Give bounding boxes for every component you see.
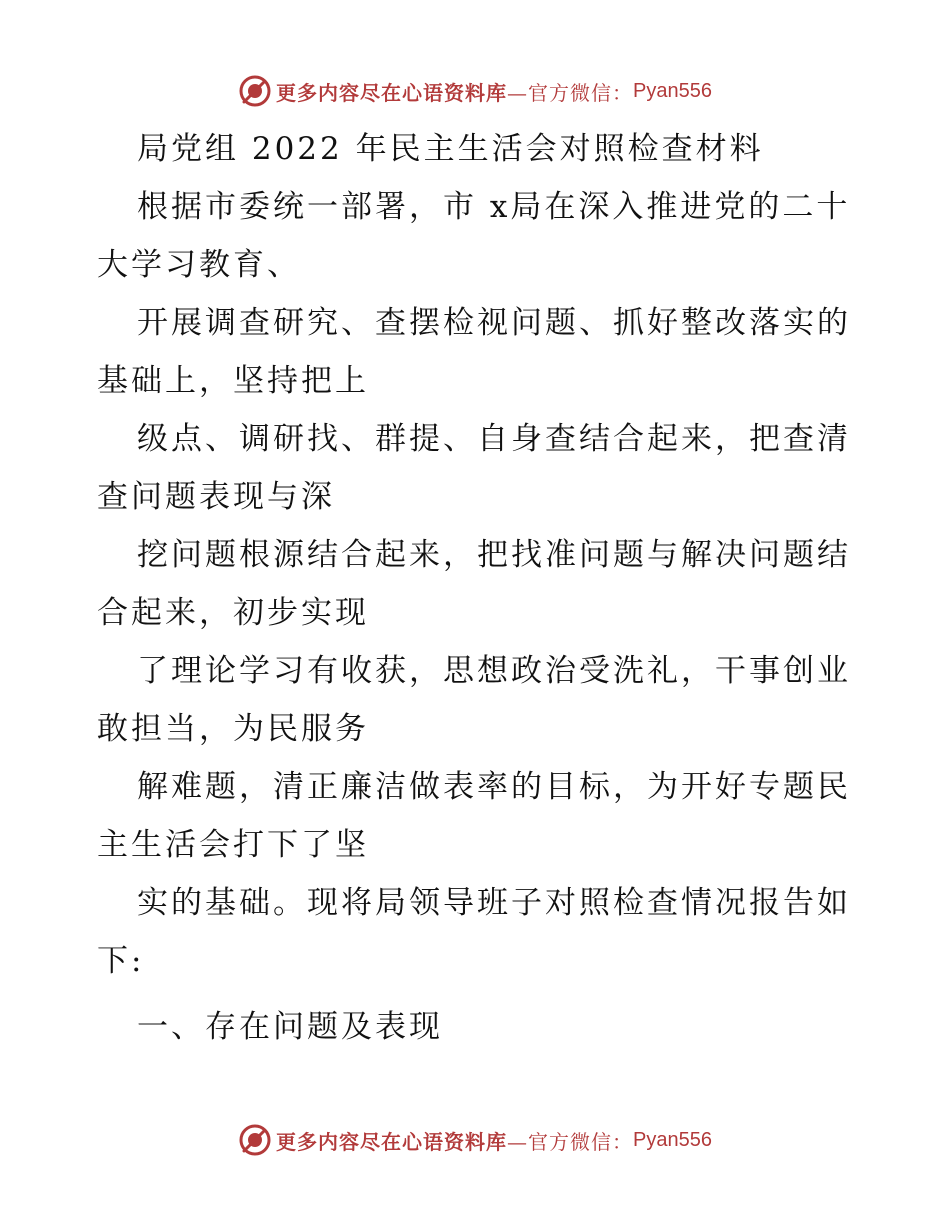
banner-text: 更多内容尽在心语资料库 — [276, 1129, 508, 1154]
section-heading: 一、存在问题及表现 — [137, 1009, 443, 1045]
banner-text: 更多内容尽在心语资料库 — [276, 80, 508, 105]
paragraph: 实的基础。现将局领导班子对照检查情况报告如下: — [97, 885, 851, 979]
footer-banner — [0, 1120, 950, 1160]
banner-contact-label: —官方微信： — [507, 80, 634, 105]
paragraph: 挖问题根源结合起来，把找准问题与解决问题结合起来，初步实现 — [97, 537, 851, 631]
paragraph: 解难题，清正廉洁做表率的目标，为开好专题民主生活会打下了坚 — [97, 769, 851, 863]
document-body — [97, 120, 857, 1056]
banner-wechat-id: Pyan556 — [633, 1128, 712, 1151]
paragraph: 了理论学习有收获，思想政治受洗礼，干事创业敢担当，为民服务 — [97, 653, 851, 747]
banner-contact-label: —官方微信： — [507, 1129, 634, 1154]
document-title: 局党组 2022 年民主生活会对照检查材料 — [137, 131, 764, 167]
brand-logo-icon — [238, 1123, 272, 1157]
paragraph: 根据市委统一部署，市 x局在深入推进党的二十大学习教育、 — [97, 189, 851, 283]
brand-logo-icon — [238, 74, 272, 108]
banner-wechat-id: Pyan556 — [633, 79, 712, 102]
paragraph: 级点、调研找、群提、自身查结合起来，把查清查问题表现与深 — [97, 421, 851, 515]
paragraph: 开展调查研究、查摆检视问题、抓好整改落实的基础上，坚持把上 — [97, 305, 851, 399]
header-banner — [0, 71, 950, 111]
